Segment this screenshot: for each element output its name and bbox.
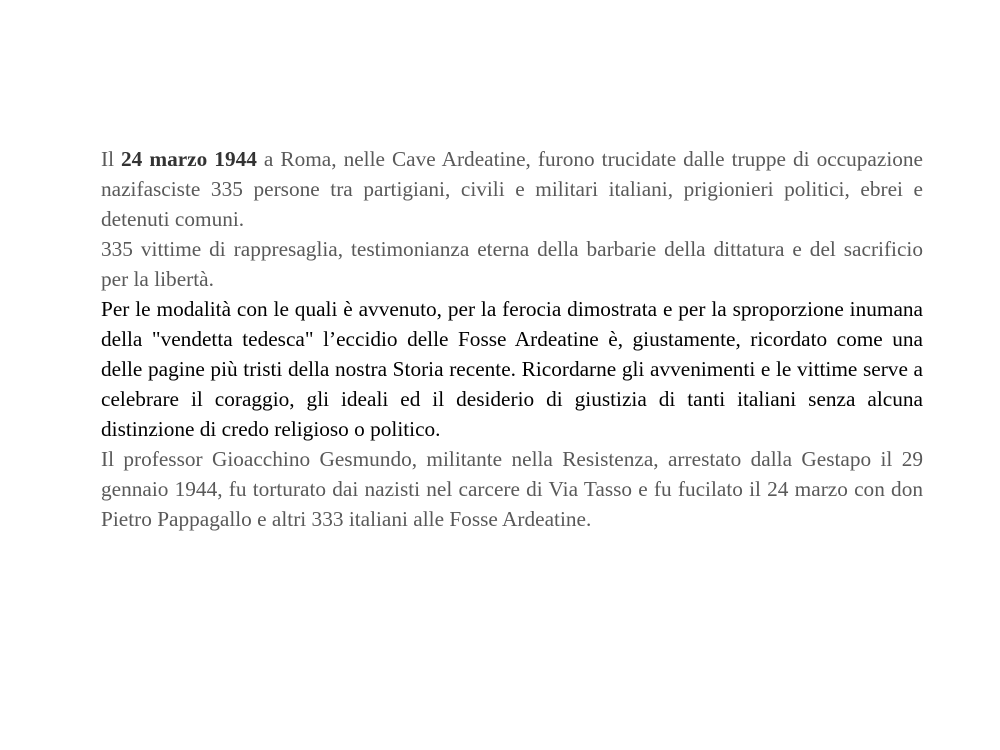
paragraph-massacre-intro <box>101 144 923 234</box>
massacre-date: 24 marzo 1944 <box>121 147 257 171</box>
text-body <box>101 144 923 534</box>
paragraph-rest: a Roma, nelle Cave Ardeatine, furono trucidate dalle truppe di occupazione nazifasciste 335 persone tra partigiani, civili e militari italiani, prigionieri politici, ebrei e detenuti comuni. <box>101 147 923 231</box>
paragraph-gesmundo: Il professor Gioacchino Gesmundo, militante nella Resistenza, arrestato dalla Gestapo il 29 gennaio 1944, fu torturato dai nazisti nel carcere di Via Tasso e fu fucilato il 24 marzo con don Pietro Pappagallo e altri 333 italiani alle Fosse Ardeatine. <box>101 447 923 531</box>
paragraph-prefix: Il <box>101 147 122 171</box>
paragraph-remembrance: Per le modalità con le quali è avvenuto, per la ferocia dimostrata e per la sproporzione inumana della "vendetta tedesca" l’eccidio delle Fosse Ardeatine è, giustamente, ricordato come una delle pagine più tristi della nostra Storia recente. Ricordarne gli avvenimenti e le vittime serve a celebrare il coraggio, gli ideali ed il desiderio di giustizia di tanti italiani senza alcuna distinzione di credo religioso o politico. <box>101 297 923 441</box>
paragraph-victims: 335 vittime di rappresaglia, testimonianza eterna della barbarie della dittatura e del sacrificio per la libertà. <box>101 237 923 291</box>
